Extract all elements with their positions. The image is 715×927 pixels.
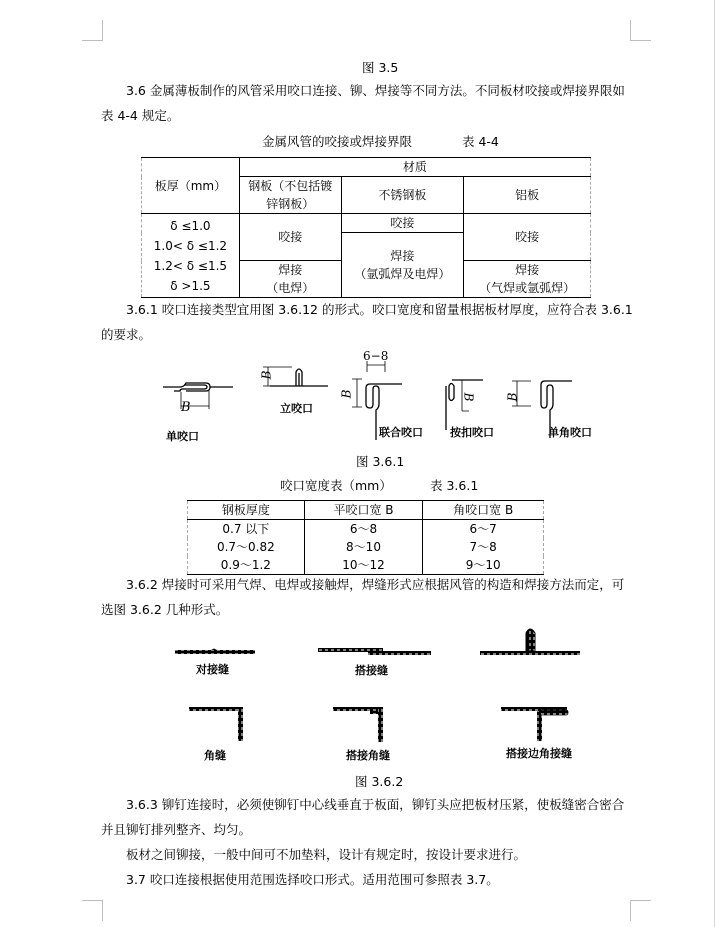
table-3-6-1-title: 咬口宽度表（mm） <box>280 478 392 493</box>
table-3-6-1-number: 表 3.6.1 <box>430 478 479 493</box>
paragraph-rivet: 板材之间铆接，一般中间可不加垫料，设计有规定时，按设计要求进行。 <box>126 847 527 862</box>
label-corner-seam-weld: 角缝 <box>204 749 226 762</box>
header-thickness: 板厚（mm） <box>142 158 240 214</box>
dim-b-single: B <box>181 400 191 415</box>
steel-weld-line1: 焊接 <box>278 263 303 277</box>
dim-b-standing: B <box>259 370 274 380</box>
aluminum-weld-line1: 焊接 <box>515 263 540 277</box>
table-4-4-title: 金属风管的咬接或焊接界限 <box>262 134 413 149</box>
fig-3-5-caption: 图 3.5 <box>362 60 399 75</box>
dim-6-8: 6−8 <box>363 349 389 363</box>
label-lap-edge-corner-seam: 搭接边角接缝 <box>506 747 572 760</box>
stainless-weld-line2: （氩弧焊及电焊） <box>354 267 451 281</box>
header-steel-line1: 钢板（不包括镀 <box>248 179 333 193</box>
table-cell: 7～8 <box>423 538 544 556</box>
stainless-bite: 咬接 <box>341 214 464 233</box>
header-aluminum: 铝板 <box>464 177 591 214</box>
table-cell: 8～10 <box>304 538 423 556</box>
paragraph-3-6-3-line2: 并且铆钉排列整齐、均匀。 <box>101 822 252 837</box>
header-stainless: 不锈钢板 <box>341 177 464 214</box>
table-cell: 0.7～0.82 <box>188 538 305 556</box>
stainless-weld-line1: 焊接 <box>390 249 415 263</box>
label-corner-seam: 单角咬口 <box>548 426 592 439</box>
paragraph-3-6-3 <box>101 792 631 892</box>
table-cell: 0.7 以下 <box>188 520 305 539</box>
header-material: 材质 <box>239 158 590 177</box>
paragraph-3-6-2-line1: 3.6.2 焊接时可采用气焊、电焊或接触焊，焊缝形式应根据风管的构造和焊接方法而定，可 <box>126 577 625 592</box>
thickness-row: 1.2< δ ≤1.5 <box>153 258 228 273</box>
label-butt-seam: 对接缝 <box>196 663 229 676</box>
label-snap-seam: 按扣咬口 <box>450 426 494 439</box>
paragraph-3-6-3-line1: 3.6.3 铆钉连接时，必须使铆钉中心线垂直于板面，铆钉头应把板材压紧，使板缝密合密合 <box>126 797 625 812</box>
table-cell: 6～7 <box>423 520 544 539</box>
lap-corner-seam-drawing <box>333 707 383 742</box>
paragraph-3-6-line1: 3.6 金属薄板制作的风管采用咬口连接、铆、焊接等不同方法。不同板材咬接或焊接界限如 <box>126 83 625 98</box>
label-lap-corner-seam: 搭接角缝 <box>346 749 390 762</box>
dim-b-combination: B <box>339 389 354 399</box>
dim-b-snap: B <box>461 392 476 402</box>
thickness-row: δ >1.5 <box>170 278 211 293</box>
fig-3-6-2-caption: 图 3.6.2 <box>355 774 404 789</box>
column-header: 平咬口宽 B <box>304 501 423 520</box>
dim-b-corner: B <box>505 392 520 402</box>
aluminum-weld-line2: （气焊或氩弧焊） <box>479 281 576 295</box>
label-combination-seam: 联合咬口 <box>379 426 423 439</box>
paragraph-3-6-1-line1: 3.6.1 咬口连接类型宜用图 3.6.12 的形式。咬口宽度和留量根据板材厚度，应符合表 3.6.1 <box>126 302 633 317</box>
butt-seam-drawing <box>175 649 255 655</box>
paragraph-3-6-2-line2: 选图 3.6.2 几种形式。 <box>101 602 229 617</box>
steel-bite: 咬接 <box>239 214 341 261</box>
corner-seam-drawing <box>189 707 243 741</box>
header-steel-line2: 锌钢板） <box>266 197 315 211</box>
lap-edge-corner-seam-drawing <box>501 707 568 741</box>
paragraph-3-7: 3.7 咬口连接根据使用范围选择咬口形式。适用范围可参照表 3.7。 <box>126 872 499 887</box>
steel-weld-line2: （电焊） <box>266 281 315 295</box>
aluminum-bite: 咬接 <box>464 214 591 261</box>
thickness-row: 1.0< δ ≤1.2 <box>153 238 228 253</box>
label-single-seam: 单咬口 <box>166 430 199 443</box>
paragraph-3-6-1-line2: 的要求。 <box>101 327 152 342</box>
table-cell: 9～10 <box>423 556 544 575</box>
table-4-4-number: 表 4-4 <box>462 134 499 149</box>
column-header: 角咬口宽 B <box>423 501 544 520</box>
paragraph-3-6-line2: 表 4-4 规定。 <box>101 108 180 123</box>
table-cell: 6～8 <box>304 520 423 539</box>
lap-seam-drawing <box>318 648 431 655</box>
label-lap-seam: 搭接缝 <box>355 664 388 677</box>
column-header: 钢板厚度 <box>188 501 305 520</box>
flange-seam-drawing <box>480 629 580 655</box>
table-cell: 0.9～1.2 <box>188 556 305 575</box>
fig-3-6-1-caption: 图 3.6.1 <box>356 454 405 469</box>
label-standing-seam: 立咬口 <box>280 402 313 415</box>
table-cell: 10～12 <box>304 556 423 575</box>
thickness-row: δ ≤1.0 <box>170 218 211 233</box>
